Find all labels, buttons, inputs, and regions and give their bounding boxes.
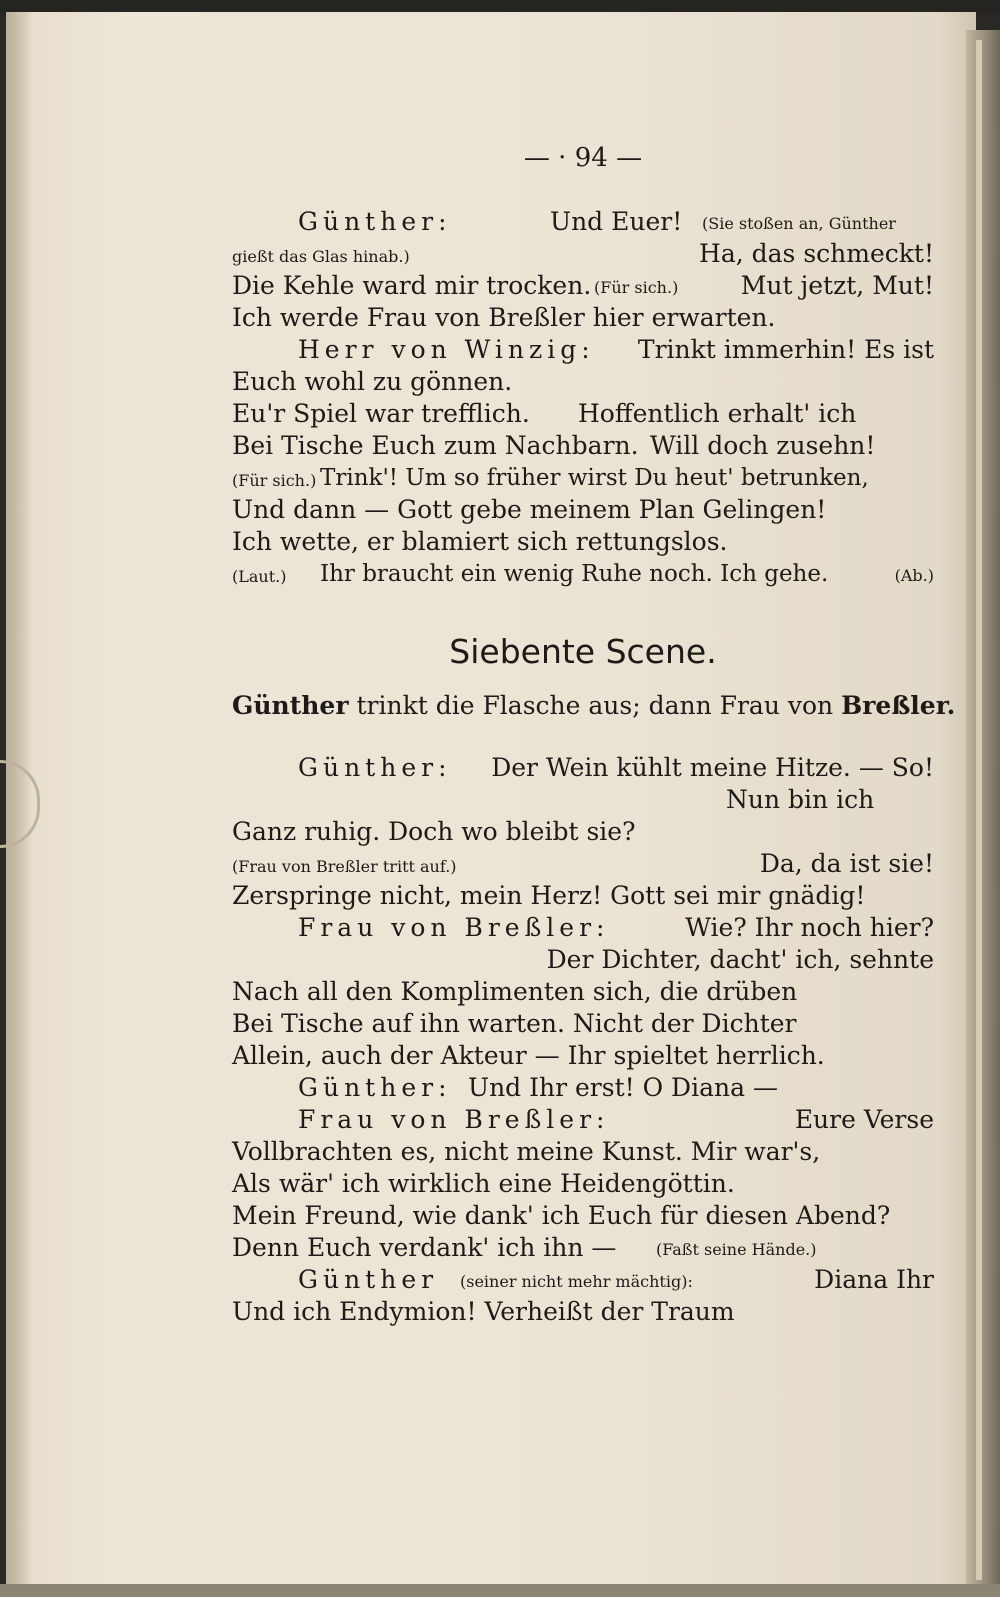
text-line <box>232 1072 934 1104</box>
character-name: Günther <box>232 691 349 720</box>
verse: Und Euer! <box>550 207 683 236</box>
verse: Ha, das schmeckt! <box>699 239 934 268</box>
verse: Ganz ruhig. Doch wo bleibt sie? <box>232 817 636 846</box>
speaker: Günther <box>298 1265 439 1294</box>
text-line <box>232 302 934 334</box>
page-edges <box>966 30 1000 1597</box>
verse: Mein Freund, wie dank' ich Euch für diesen Abend? <box>232 1201 891 1230</box>
verse: Hoffentlich erhalt' ich <box>578 399 857 428</box>
text-line <box>232 366 934 398</box>
text-line <box>232 912 934 944</box>
stage-direction <box>232 690 956 722</box>
verse: Ihr braucht ein wenig Ruhe noch. Ich gehe. <box>320 561 829 587</box>
direction-text: trinkt die Flasche aus; dann Frau von <box>356 691 834 720</box>
verse: Zerspringe nicht, mein Herz! Gott sei mir gnädig! <box>232 881 866 910</box>
speaker: Frau von Breßler: <box>298 1105 610 1134</box>
speaker: Günther: <box>298 1073 452 1102</box>
verse: Diana Ihr <box>814 1265 934 1294</box>
stage-note: (Frau von Breßler tritt auf.) <box>232 857 457 876</box>
verse: Denn Euch verdank' ich ihn — <box>232 1233 617 1262</box>
verse: Und dann — Gott gebe meinem Plan Gelingen! <box>232 495 827 524</box>
text-line <box>232 430 934 462</box>
text-line <box>232 1104 934 1136</box>
stage-note: (Sie stoßen an, Günther <box>702 214 896 233</box>
stage-note: (Ab.) <box>894 566 934 585</box>
text-line <box>232 1232 934 1264</box>
page-edge-inner <box>976 40 982 1580</box>
text-line <box>232 270 934 302</box>
text-line <box>232 206 934 238</box>
verse: Eure Verse <box>794 1105 934 1134</box>
stage-note: (seiner nicht mehr mächtig): <box>460 1272 693 1291</box>
stage-note: (Für sich.) <box>594 278 679 297</box>
verse: Da, da ist sie! <box>759 849 934 878</box>
stage-note: (Faßt seine Hände.) <box>656 1240 817 1259</box>
stage-note: (Laut.) <box>232 567 287 586</box>
text-line <box>232 494 934 526</box>
text-line <box>232 784 934 816</box>
speaker: Günther: <box>298 753 452 782</box>
verse: Nun bin ich <box>726 785 875 814</box>
verse: Und Ihr erst! O Diana — <box>468 1073 778 1102</box>
text-line <box>232 752 934 784</box>
text-line <box>232 880 934 912</box>
verse: Die Kehle ward mir trocken. <box>232 271 592 300</box>
verse: Als wär' ich wirklich eine Heidengöttin. <box>232 1169 735 1198</box>
stage-note: gießt das Glas hinab.) <box>232 247 410 266</box>
verse: Nach all den Komplimenten sich, die drüben <box>232 977 798 1006</box>
text-line <box>232 398 934 430</box>
verse: Der Wein kühlt meine Hitze. — So! <box>491 753 934 782</box>
text-line <box>232 944 934 976</box>
text-line <box>232 1264 934 1296</box>
verse: Vollbrachten es, nicht meine Kunst. Mir war's, <box>232 1137 821 1166</box>
text-line <box>232 976 934 1008</box>
bottom-edge <box>0 1584 1000 1597</box>
verse: Mut jetzt, Mut! <box>740 271 934 300</box>
text-line <box>232 1136 934 1168</box>
stage-note: (Für sich.) <box>232 471 317 490</box>
text-line <box>232 1296 934 1328</box>
text-line <box>232 238 934 270</box>
verse: Eu'r Spiel war trefflich. <box>232 399 530 428</box>
text-line <box>232 1200 934 1232</box>
verse: Ich wette, er blamiert sich rettungslos. <box>232 527 728 556</box>
speaker: Günther: <box>298 207 452 236</box>
verse: Ich werde Frau von Breßler hier erwarten. <box>232 303 776 332</box>
text-line <box>232 1008 934 1040</box>
verse: Bei Tische auf ihn warten. Nicht der Dichter <box>232 1009 797 1038</box>
scene-heading: Siebente Scene. <box>449 632 717 671</box>
text-line <box>232 462 934 494</box>
speaker: Frau von Breßler: <box>298 913 610 942</box>
character-name: Breßler. <box>841 691 956 720</box>
text-line <box>232 334 934 366</box>
verse: Trink'! Um so früher wirst Du heut' betrunken, <box>320 465 869 491</box>
text-line <box>232 526 934 558</box>
verse: Der Dichter, dacht' ich, sehnte <box>546 945 934 974</box>
verse: Wie? Ihr noch hier? <box>685 913 934 942</box>
verse: Will doch zusehn! <box>650 431 876 460</box>
text-line <box>232 1040 934 1072</box>
verse: Bei Tische Euch zum Nachbarn. <box>232 431 639 460</box>
page-number: — · 94 — <box>523 143 643 173</box>
text-line <box>232 558 934 590</box>
verse: Und ich Endymion! Verheißt der Traum <box>232 1297 735 1326</box>
verse: Trinkt immerhin! Es ist <box>637 335 934 364</box>
speaker: Herr von Winzig: <box>298 335 595 364</box>
text-line <box>232 1168 934 1200</box>
text-line <box>232 816 934 848</box>
verse: Allein, auch der Akteur — Ihr spieltet herrlich. <box>232 1041 825 1070</box>
text-line <box>232 848 934 880</box>
verse: Euch wohl zu gönnen. <box>232 367 513 396</box>
